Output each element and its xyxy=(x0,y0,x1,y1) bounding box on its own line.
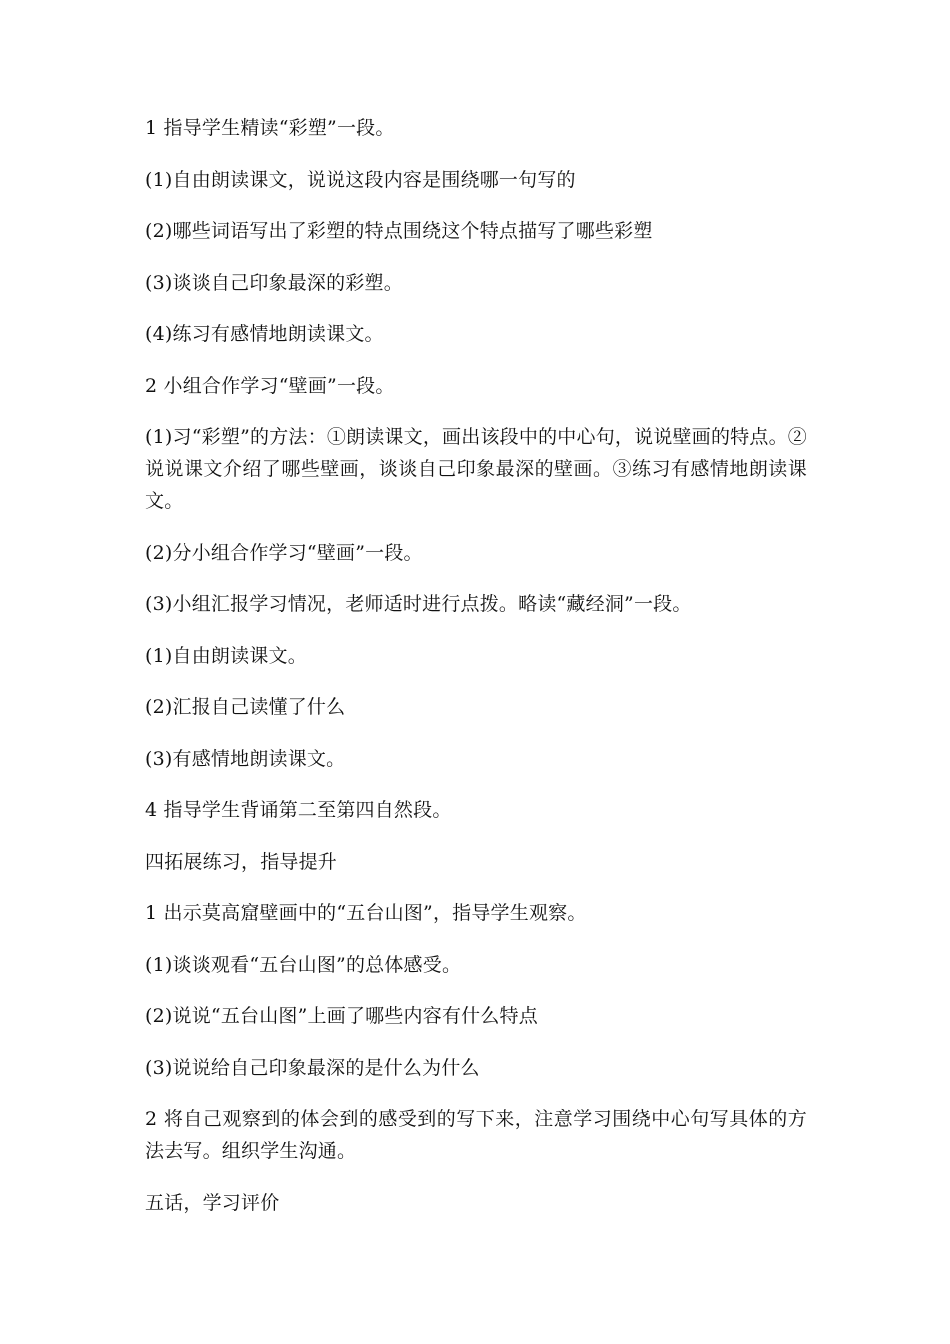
paragraph-15: 1 出示莫高窟壁画中的“五台山图”，指导学生观察。 xyxy=(145,902,587,924)
document-body xyxy=(145,112,807,1238)
paragraph-9: (3)小组汇报学习情况，老师适时进行点拨。略读“藏经洞”一段。 xyxy=(145,593,692,615)
paragraph-7: (1)习“彩塑”的方法：①朗读课文，画出该段中的中心句，说说壁画的特点。②说说课文介绍了哪些壁画，谈谈自己印象最深的壁画。③练习有感情地朗读课文。 xyxy=(145,426,807,512)
paragraph-20: 五话，学习评价 xyxy=(145,1191,280,1214)
paragraph-8: (2)分小组合作学习“壁画”一段。 xyxy=(145,541,423,564)
paragraph-10: (1)自由朗读课文。 xyxy=(145,644,307,667)
paragraph-11: (2)汇报自己读懂了什么 xyxy=(145,696,346,718)
paragraph-6: 2 小组合作学习“壁画”一段。 xyxy=(145,374,395,397)
paragraph-18: (3)说说给自己印象最深的是什么为什么 xyxy=(145,1056,480,1079)
paragraph-16: (1)谈谈观看“五台山图”的总体感受。 xyxy=(145,953,462,976)
paragraph-14: 四拓展练习，指导提升 xyxy=(145,850,338,873)
paragraph-12: (3)有感情地朗读课文。 xyxy=(145,747,346,770)
paragraph-13: 4 指导学生背诵第二至第四自然段。 xyxy=(145,799,452,821)
paragraph-3: (2)哪些词语写出了彩塑的特点围绕这个特点描写了哪些彩塑 xyxy=(145,220,653,242)
paragraph-2: (1)自由朗读课文，说说这段内容是围绕哪一句写的 xyxy=(145,168,576,191)
paragraph-4: (3)谈谈自己印象最深的彩塑。 xyxy=(145,271,403,294)
paragraph-1: 1 指导学生精读“彩塑”一段。 xyxy=(145,117,395,139)
paragraph-5: (4)练习有感情地朗读课文。 xyxy=(145,323,384,345)
paragraph-19: 2 将自己观察到的体会到的感受到的写下来，注意学习围绕中心句写具体的方法去写。组织学生沟通。 xyxy=(145,1108,807,1162)
paragraph-17: (2)说说“五台山图”上画了哪些内容有什么特点 xyxy=(145,1005,538,1027)
